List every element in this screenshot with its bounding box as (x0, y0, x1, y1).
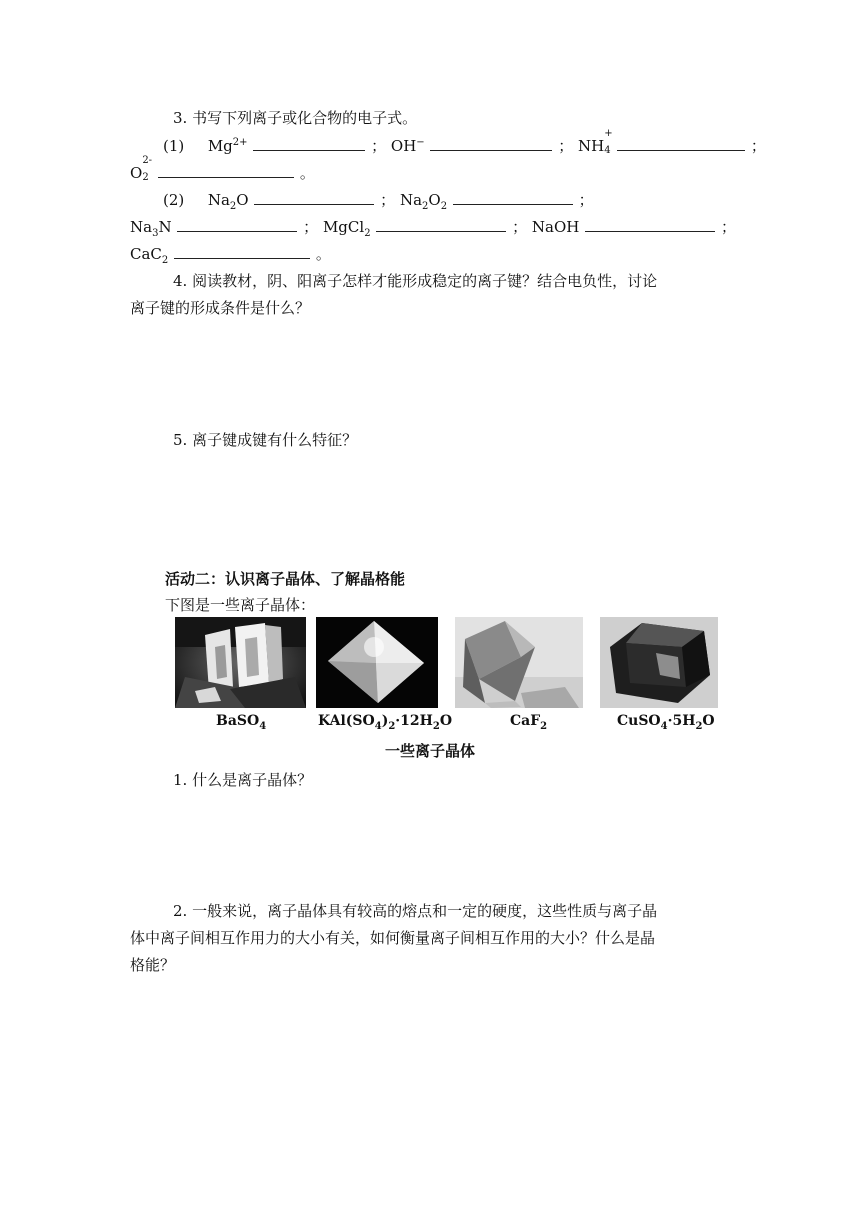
kal-so4-crystal-photo (316, 617, 438, 708)
caption-baso4: BaSO$_4$ (216, 713, 267, 732)
b1-answer-area[interactable] (130, 800, 730, 890)
na3n-formula: $Na_3N$ (130, 218, 172, 239)
cac2-answer-field[interactable] (174, 244, 310, 259)
na3n-answer-field[interactable] (177, 217, 297, 232)
caption-caf2: CaF$_2$ (510, 713, 548, 732)
na2o-answer-field[interactable] (254, 190, 374, 205)
question-5: 5. 离子键成键有什么特征？ (173, 431, 358, 449)
na2o2-formula: $Na_2O_2$ (399, 191, 448, 212)
question-b1: 1. 什么是离子晶体？ (173, 771, 313, 789)
b2-line3: 格能？ (130, 956, 176, 974)
activity2-intro: 下图是一些离子晶体： (165, 596, 316, 614)
cac2-formula: CaC$_2$ (130, 245, 169, 266)
nh4-ion: NH + 4 (578, 128, 613, 156)
q4-line1: 4. 阅读教材，阴、阳离子怎样才能形成稳定的离子键？结合电负性，讨论 (173, 272, 658, 290)
q4-answer-area[interactable] (130, 325, 730, 425)
mgcl2-answer-field[interactable] (376, 217, 506, 232)
part2-label: (2) (163, 191, 185, 209)
question-b2 (130, 898, 730, 979)
q3-part2-line1: (2) $Na_2O$ ； $Na_2O_2$ ； (163, 191, 594, 212)
nh4-answer-field[interactable] (617, 136, 745, 151)
q5-answer-area[interactable] (130, 458, 730, 558)
naoh-answer-field[interactable] (585, 217, 715, 232)
mg-ion: $Mg^{2+}$ (207, 137, 248, 155)
oh-ion: OH− (390, 137, 425, 155)
o2-ion: O 2- 2 (130, 155, 153, 183)
cuso4-crystal-photo (600, 617, 718, 708)
baso4-crystal-photo (175, 617, 306, 708)
figure-caption: 一些离子晶体 (384, 742, 475, 760)
caption-cuso4: $CuSO_4\cdot 5H_2O$ (617, 713, 715, 732)
q3-part2-line2: $Na_3N$ ； MgCl$_2$ ； NaOH ； (130, 218, 736, 239)
caption-kal-so4: $KAl(SO_4)_2\cdot 12H_2O$ (318, 713, 453, 732)
b2-answer-area[interactable] (130, 985, 730, 1165)
activity2-title: 活动二：认识离子晶体、了解晶格能 (165, 570, 406, 588)
q3-part1-line1: (1) $Mg^{2+}$ ； OH− ； NH + 4 ； (163, 128, 766, 156)
na2o2-answer-field[interactable] (453, 190, 573, 205)
b2-line1: 2. 一般来说，离子晶体具有较高的熔点和一定的硬度，这些性质与离子晶 (173, 902, 658, 920)
q3-part1-line2: O 2- 2 。 (130, 155, 315, 183)
question-4 (130, 268, 730, 322)
q4-line2: 离子键的形成条件是什么？ (130, 299, 311, 317)
oh-answer-field[interactable] (430, 136, 552, 151)
mgcl2-formula: MgCl$_2$ (322, 218, 371, 239)
na2o-formula: $Na_2O$ (207, 191, 249, 212)
part1-label: (1) (163, 137, 185, 155)
mg-answer-field[interactable] (253, 136, 365, 151)
caf2-crystal-photo (455, 617, 583, 708)
q3-part2-line3: CaC$_2$ 。 (130, 245, 331, 266)
naoh-formula: NaOH (531, 218, 580, 236)
q3-stem: 3. 书写下列离子或化合物的电子式。 (173, 109, 418, 127)
o2-answer-field[interactable] (158, 163, 294, 178)
b2-line2: 体中离子间相互作用力的大小有关，如何衡量离子间相互作用的大小？什么是晶 (130, 929, 656, 947)
